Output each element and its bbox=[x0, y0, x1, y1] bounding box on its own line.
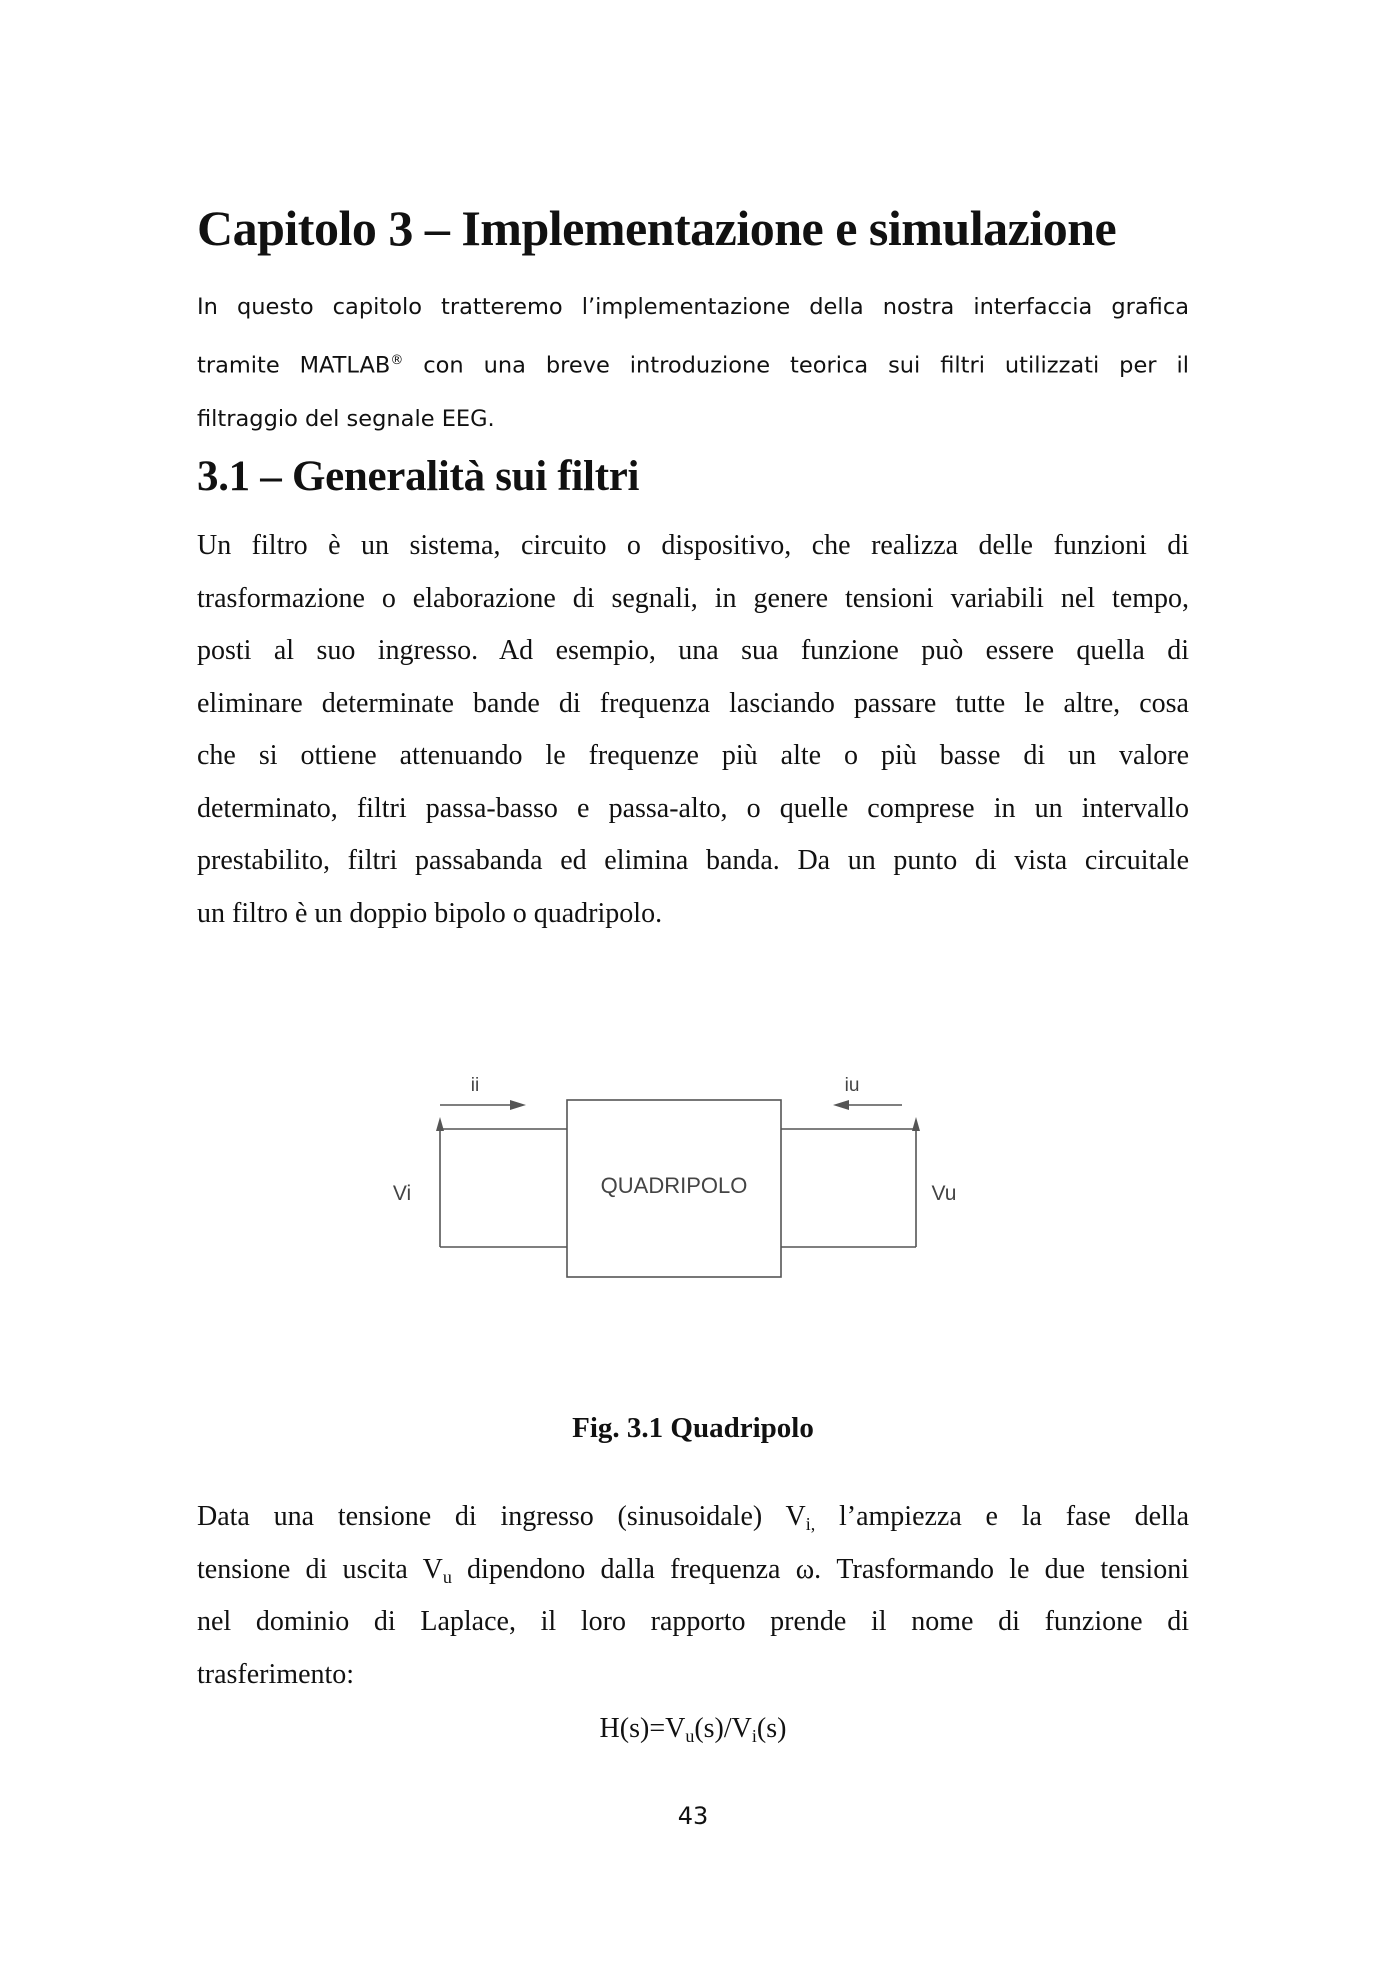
formula-part: H(s)=V bbox=[599, 1713, 686, 1744]
intro-line: In questo capitolo tratteremo l’implementazione della nostra interfaccia grafica bbox=[197, 294, 1189, 320]
intro-paragraph bbox=[197, 281, 1189, 446]
subscript: u bbox=[442, 1566, 452, 1587]
body-paragraph bbox=[197, 1491, 1189, 1701]
quadripole-figure bbox=[380, 1065, 980, 1300]
text-line: determinato, filtri passa-basso e passa-alto, o quelle comprese in un intervallo bbox=[197, 792, 1189, 824]
intro-line: filtraggio del segnale EEG. bbox=[197, 405, 495, 432]
text-line: prestabilito, filtri passabanda ed elimina banda. Da un punto di vista circuitale bbox=[197, 845, 1189, 876]
text-line bbox=[197, 1491, 1189, 1544]
text-line: trasferimento: bbox=[197, 1658, 355, 1690]
output-voltage-label: Vu bbox=[931, 1182, 957, 1205]
text-line: eliminare determinate bande di frequenza lasciando passare tutte le altre, cosa bbox=[197, 687, 1189, 719]
registered-mark: ® bbox=[390, 353, 404, 368]
page-number: 43 bbox=[677, 1802, 709, 1830]
output-current-label: iu bbox=[844, 1075, 860, 1096]
output-current-arrowhead bbox=[833, 1100, 849, 1110]
text-line: nel dominio di Laplace, il loro rapporto prende il nome di funzione di bbox=[197, 1606, 1189, 1637]
formula-subscript: i bbox=[751, 1726, 757, 1746]
text-fragment: tensione di uscita V bbox=[197, 1553, 443, 1585]
text-line: trasformazione o elaborazione di segnali, in genere tensioni variabili nel tempo, bbox=[197, 582, 1189, 614]
input-voltage-arrowhead bbox=[436, 1117, 444, 1131]
body-paragraph bbox=[197, 520, 1189, 940]
text-line: posti al suo ingresso. Ad esempio, una sua funzione può essere quella di bbox=[197, 635, 1189, 666]
text-line: che si ottiene attenuando le frequenze più alte o più basse di un valore bbox=[197, 740, 1189, 771]
quadripole-diagram bbox=[380, 1065, 980, 1300]
input-current-label: ii bbox=[470, 1075, 480, 1096]
text-fragment: Data una tensione di ingresso (sinusoidale) V bbox=[197, 1501, 806, 1532]
output-voltage-arrowhead bbox=[912, 1117, 920, 1131]
input-voltage-label: Vi bbox=[392, 1182, 412, 1205]
formula-part: (s) bbox=[756, 1713, 787, 1744]
transfer-function-formula bbox=[0, 1709, 1386, 1749]
text-fragment: l’ampiezza e la fase della bbox=[815, 1501, 1189, 1532]
intro-line bbox=[197, 334, 1189, 393]
text-line: Un filtro è un sistema, circuito o dispositivo, che realizza delle funzioni di bbox=[197, 530, 1189, 561]
box-label: QUADRIPOLO bbox=[600, 1173, 748, 1198]
subscript: i, bbox=[805, 1514, 816, 1534]
chapter-title: Capitolo 3 – Implementazione e simulazione bbox=[197, 200, 1117, 256]
intro-text: con una breve introduzione teorica sui filtri utilizzati per il bbox=[403, 352, 1189, 379]
figure-caption: Fig. 3.1 Quadripolo bbox=[572, 1412, 814, 1444]
text-fragment: dipendono dalla frequenza ω. Trasformando le due tensioni bbox=[451, 1553, 1189, 1585]
text-line: un filtro è un doppio bipolo o quadripolo. bbox=[197, 897, 663, 929]
section-title: 3.1 – Generalità sui filtri bbox=[197, 453, 640, 500]
formula-part: (s)/V bbox=[694, 1713, 752, 1744]
input-current-arrowhead bbox=[510, 1100, 526, 1110]
text-line bbox=[197, 1544, 1189, 1597]
intro-text: tramite MATLAB bbox=[197, 352, 391, 379]
formula-subscript: u bbox=[685, 1726, 695, 1746]
